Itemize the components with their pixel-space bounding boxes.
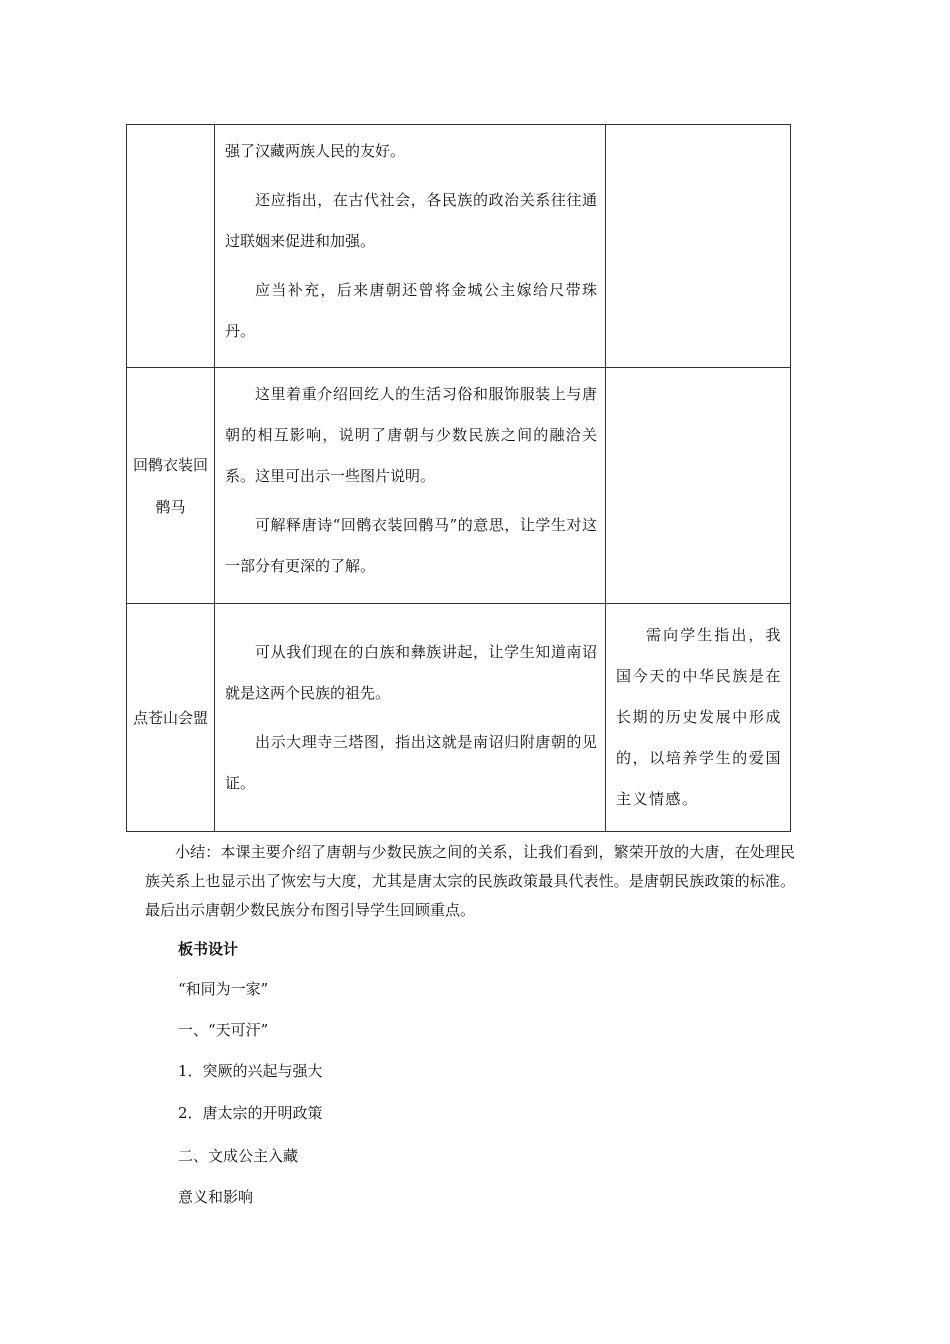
- content-cell: [215, 125, 606, 368]
- content-paragraph: 出示大理寺三塔图，指出这就是南诏归附唐朝的见证。: [225, 732, 597, 792]
- content-paragraph: 这里着重介绍回纥人的生活习俗和服饰服装上与唐朝的相互影响，说明了唐朝与少数民族之间的融洽关系。这里可出示一些图片说明。: [225, 385, 597, 485]
- topic-cell: 点苍山会盟: [127, 604, 215, 832]
- content-cell: [215, 604, 606, 832]
- table-row: [127, 368, 791, 604]
- table-row: [127, 125, 791, 368]
- note-cell: [606, 368, 791, 604]
- board-section-2: 二、文成公主入藏: [178, 1147, 299, 1165]
- content-paragraph: 可解释唐诗“回鹘衣装回鹘马”的意思，让学生对这一部分有更深的了解。: [225, 516, 597, 575]
- table-row: [127, 604, 791, 832]
- content-paragraph: 强了汉藏两族人民的友好。: [225, 142, 406, 160]
- content-paragraph: 应当补充，后来唐朝还曾将金城公主嫁给尺带珠丹。: [225, 281, 597, 340]
- board-section-1: 一、“天可汗”: [178, 1021, 269, 1039]
- topic-cell: 回鹘衣装回鹘马: [127, 368, 215, 604]
- content-paragraph: 还应指出，在古代社会，各民族的政治关系往往通过联姻来促进和加强。: [225, 191, 597, 250]
- note-cell: [606, 604, 791, 832]
- board-heading: 板书设计: [178, 940, 239, 958]
- note-cell: [606, 125, 791, 368]
- topic-cell: [127, 125, 215, 368]
- summary-paragraph: 小结：本课主要介绍了唐朝与少数民族之间的关系，让我们看到，繁荣开放的大唐，在处理民族关系上也显示出了恢宏与大度，尤其是唐太宗的民族政策最具代表性。是唐朝民族政策的标准。最后出示唐朝少数民族分布图引导学生回顾重点。: [145, 843, 795, 919]
- board-item: 意义和影响: [178, 1188, 254, 1206]
- note-paragraph: 需向学生指出，我国今天的中华民族是在长期的历史发展中形成的，以培养学生的爱国主义情感。: [616, 626, 782, 808]
- content-paragraph: 可从我们现在的白族和彝族讲起，让学生知道南诏就是这两个民族的祖先。: [225, 642, 597, 702]
- lesson-table: [126, 124, 791, 832]
- board-item: 1．突厥的兴起与强大: [178, 1062, 323, 1080]
- board-title: “和同为一家”: [178, 980, 269, 998]
- content-cell: [215, 368, 606, 604]
- board-item: 2．唐太宗的开明政策: [178, 1104, 323, 1122]
